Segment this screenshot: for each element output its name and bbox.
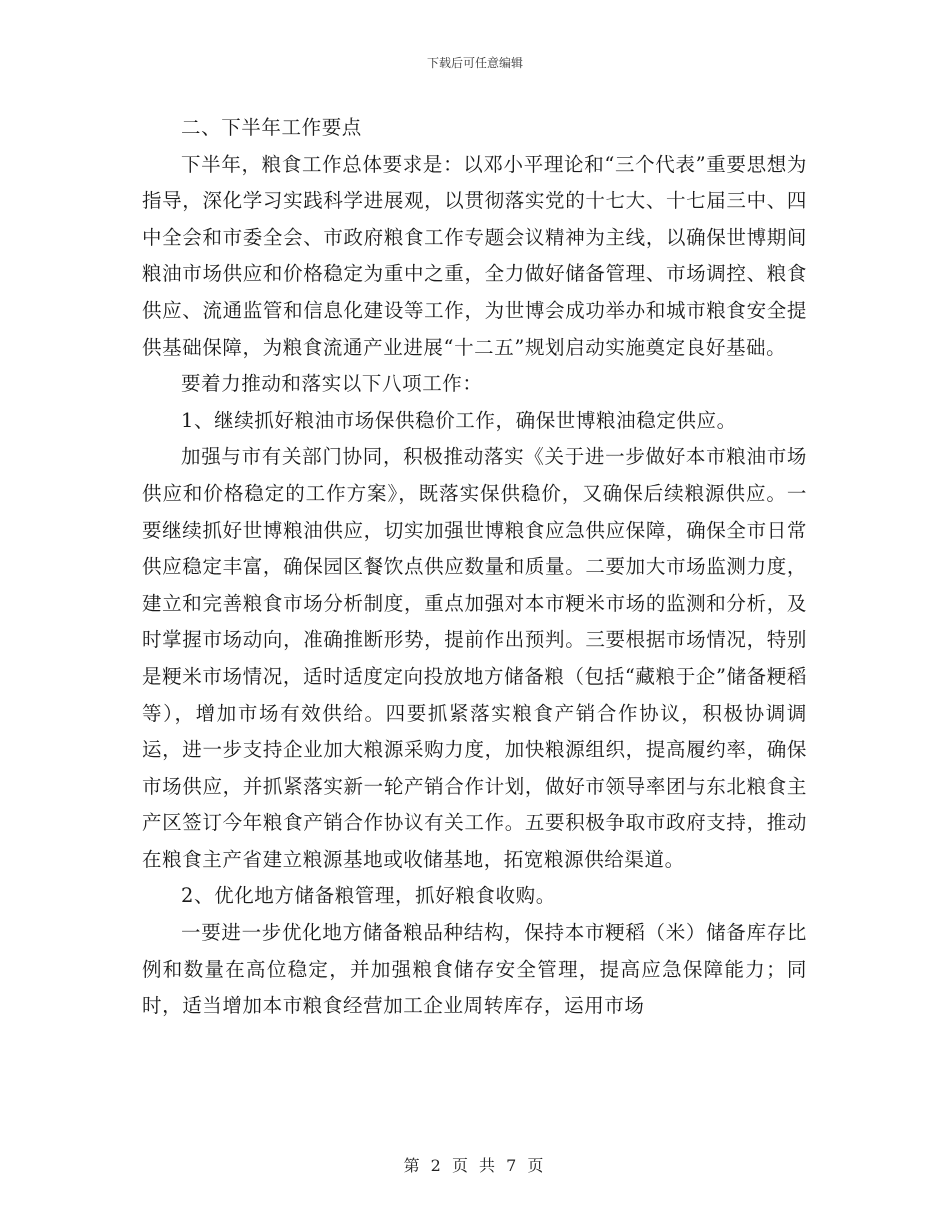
document-body: [142, 110, 807, 1025]
body-paragraph: 加强与市有关部门协同，积极推动落实《关于进一步做好本市粮油市场供应和价格稳定的工作方案》，既落实保供稳价，又确保后续粮源供应。一要继续抓好世博粮油供应，切实加强世博粮食应急供应保障，确保全市日常供应稳定丰富，确保园区餐饮点供应数量和质量。二要加大市场监测力度，建立和完善粮食市场分析制度，重点加强对本市粳米市场的监测和分析，及时掌握市场动向，准确推断形势，提前作出预判。三要根据市场情况，特别是粳米市场情况，适时适度定向投放地方储备粮（包括“藏粮于企”储备粳稻等），增加市场有效供给。四要抓紧落实粮食产销合作协议，积极协调调运，进一步支持企业加大粮源采购力度，加快粮源组织，提高履约率，确保市场供应，并抓紧落实新一轮产销合作计划，做好市领导率团与东北粮食主产区签订今年粮食产销合作协议有关工作。五要积极争取市政府支持，推动在粮食主产省建立粮源基地或收储基地，拓宽粮源供给渠道。: [142, 445, 807, 871]
section-heading: 二、下半年工作要点: [181, 116, 362, 139]
body-paragraph: 下半年，粮食工作总体要求是：以邓小平理论和“三个代表”重要思想为指导，深化学习实践科学进展观，以贯彻落实党的十七大、十七届三中、四中全会和市委全会、市政府粮食工作专题会议精神为主线，以确保世博期间粮油市场供应和价格稳定为重中之重，全力做好储备管理、市场调控、粮食供应、流通监管和信息化建设等工作，为世博会成功举办和城市粮食安全提供基础保障，为粮食流通产业进展“十二五”规划启动实施奠定良好基础。: [142, 152, 807, 359]
item-heading: 1、继续抓好粮油市场保供稳价工作，确保世博粮油稳定供应。: [181, 408, 737, 432]
body-paragraph: 一要进一步优化地方储备粮品种结构，保持本市粳稻（米）储备库存比例和数量在高位稳定，并加强粮食储存安全管理，提高应急保障能力；同时，适当增加本市粮食经营加工企业周转库存，运用市场: [142, 921, 807, 1018]
item-heading: 2、优化地方储备粮管理，抓好粮食收购。: [181, 884, 556, 908]
page-number-footer: 第 2 页 共 7 页: [403, 1156, 547, 1175]
body-paragraph: 要着力推动和落实以下八项工作：: [181, 372, 483, 396]
page-header-note: 下载后可任意编辑: [426, 56, 523, 70]
